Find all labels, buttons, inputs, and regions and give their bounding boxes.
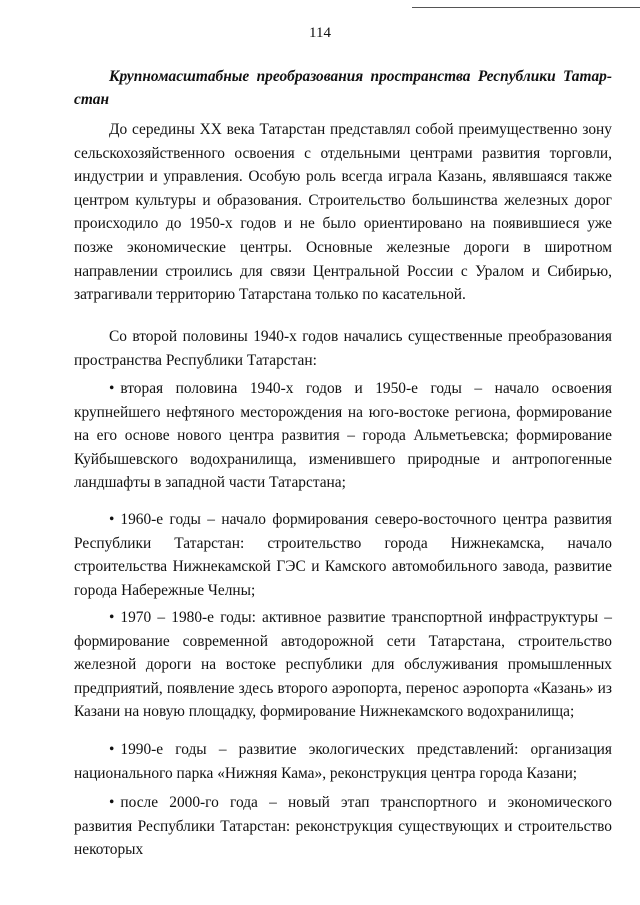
bullet-text: после 2000-го года – новый этап транспортного и экономического развития Республики Татарстан: реконструкция существующих и строительство некоторых [74,794,612,859]
bullet-text: 1990-е годы – развитие экологических представлений: организация национального парка «Нижняя Кама», реконструкция центра города Казани; [74,741,612,782]
section-heading: Крупномасштабные преобразования пространства Республики Татар- [109,68,612,85]
bullet-item [74,377,612,495]
scan-border-line [412,7,640,8]
bullet-marker: • [109,741,115,758]
bullet-text: 1960-е годы – начало формирования северо-восточного центра развития Республики Татарстан: строительство города Нижнекамска, начало строительства Нижнекамской ГЭС и Камского автомобильного завода, развитие города Набережные Челны; [74,511,612,599]
bullet-item [74,738,612,785]
bullet-marker: • [109,511,115,528]
paragraph-intro: До середины XX века Татарстан представлял собой преимущественно зону сельскохозяйственного освоения с отдельными центрами развития торговли, индустрии и управления. Особую роль всегда играла Казань, являвшаяся также центром культуры и образования. Строительство большинства железных дорог происходило до 1950-х годов и не было ориентировано на появившиеся уже позже экономические центры. Основные железные дороги в широтном направлении строились для связи Центральной России с Уралом и Сибирью, затрагивали территорию Татарстана только по касательной. [74,121,612,304]
bullet-text: вторая половина 1940-х годов и 1950-е годы – начало освоения крупнейшего нефтяного месторождения на юго-востоке региона, формирование на его основе нового центра развития – города Альметьевска; формирование Куйбышевского водохранилища, изменившего природные и антропогенные ландшафты в западной части Татарстана; [74,380,612,492]
page-number: 114 [309,25,331,41]
paragraph-transformations: Со второй половины 1940-х годов начались существенные преобразования пространства Республики Татарстан: [74,328,612,369]
bullet-marker: • [109,609,115,626]
bullet-marker: • [109,794,115,811]
bullet-item [74,508,612,602]
bullet-marker: • [109,380,115,397]
bullet-item [74,791,612,862]
bullet-item [74,606,612,724]
bullet-text: 1970 – 1980-е годы: активное развитие транспортной инфраструктуры – формирование современной автодорожной сети Татарстана, строительство железной дороги на востоке республики для обслуживания промышленных предприятий, появление здесь второго аэропорта, перенос аэропорта «Казань» из Казани на новую площадку, формирование Нижнекамского водохранилища; [74,609,612,721]
section-heading-continuation: стан [74,91,110,108]
